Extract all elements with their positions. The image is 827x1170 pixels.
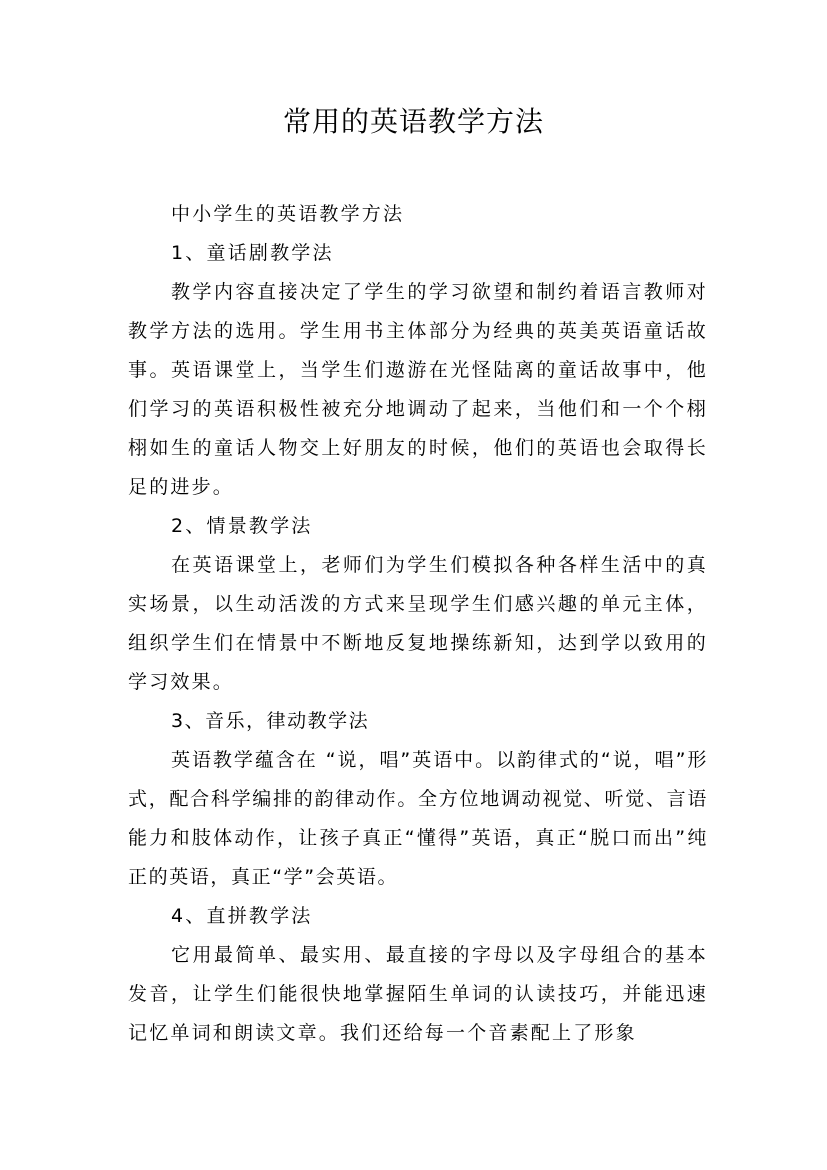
paragraph-1: 教学内容直接决定了学生的学习欲望和制约着语言教师对教学方法的选用。学生用书主体部分为经典的英美英语童话故事。英语课堂上，当学生们遨游在光怪陆离的童话故事中，他们学习的英语积极性被充分地调动了起来，当他们和一个个栩栩如生的童话人物交上好朋友的时候，他们的英语也会取得长足的进步。: [128, 281, 708, 498]
paragraph-2: 在英语课堂上，老师们为学生们模拟各种各样生活中的真实场景，以生动活泼的方式来呈现学生们感兴趣的单元主体，组织学生们在情景中不断地反复地操练新知，达到学以致用的学习效果。: [128, 554, 708, 693]
paragraph-4: 它用最简单、最实用、最直接的字母以及字母组合的基本发音，让学生们能很快地掌握陌生单词的认读技巧，并能迅速记忆单词和朗读文章。我们还给每一个音素配上了形象: [128, 944, 708, 1044]
section-heading: 中小学生的英语教学方法: [171, 203, 405, 225]
subheading-1: 1、童话剧教学法: [171, 242, 334, 264]
document-title: 常用的英语教学方法: [282, 105, 544, 138]
document-body: [128, 195, 708, 1053]
subheading-3: 3、音乐，律动教学法: [171, 710, 370, 732]
subheading-4: 4、直拼教学法: [171, 905, 313, 927]
paragraph-3: 英语教学蕴含在 “说，唱”英语中。以韵律式的“说，唱”形式，配合科学编排的韵律动作。全方位地调动视觉、听觉、言语能力和肢体动作，让孩子真正“懂得”英语，真正“脱口而出”纯正的英语，真正“学”会英语。: [128, 749, 708, 888]
subheading-2: 2、情景教学法: [171, 515, 313, 537]
